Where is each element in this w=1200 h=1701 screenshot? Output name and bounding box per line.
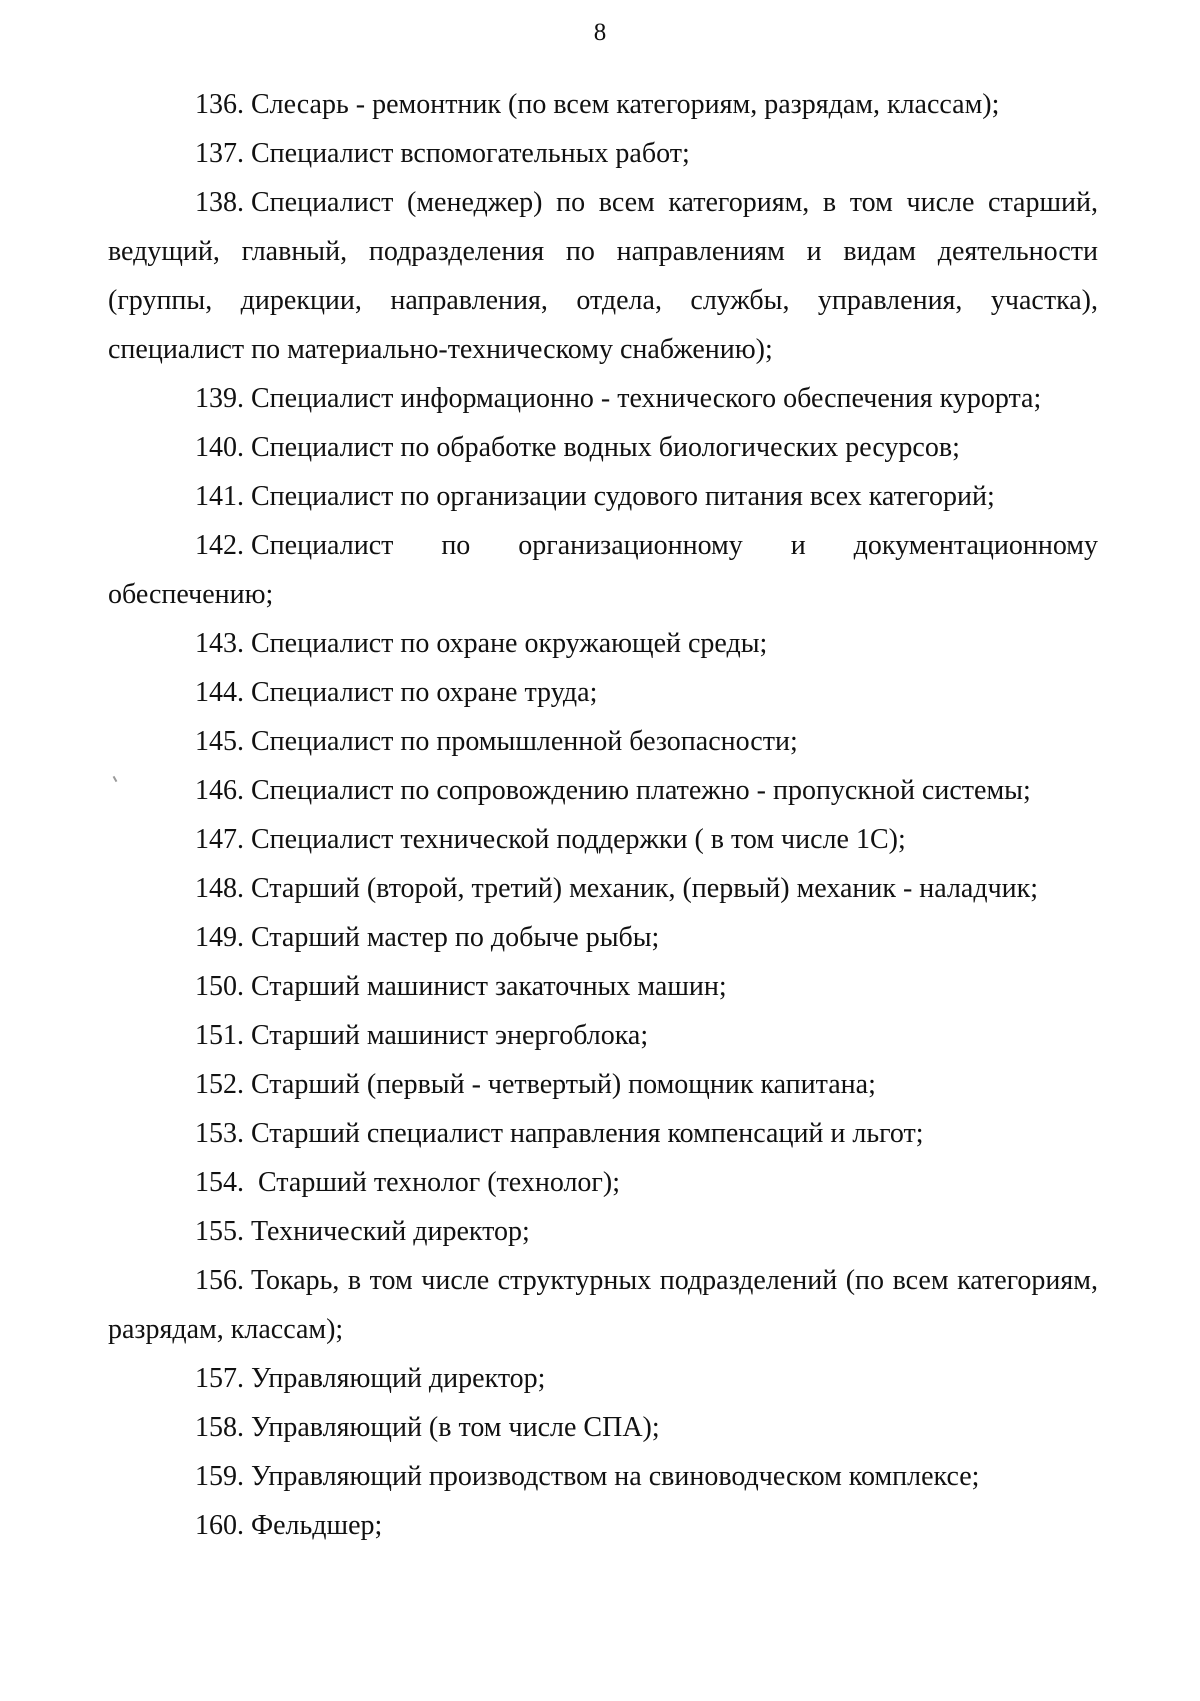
- page-number: 8: [593, 19, 607, 46]
- item-text: Старший мастер по добыче рыбы;: [251, 922, 660, 953]
- item-text: Старший технолог (технолог);: [258, 1167, 621, 1198]
- list-item: [108, 766, 1098, 815]
- item-text: Специалист по обработке водных биологических ресурсов;: [251, 432, 960, 463]
- list-item: [108, 1060, 1098, 1109]
- item-text: Старший машинист закаточных машин;: [251, 971, 727, 1002]
- item-text: Специалист по сопровождению платежно - пропускной системы;: [251, 775, 1031, 806]
- item-number: 156.: [195, 1265, 244, 1296]
- item-number: 151.: [195, 1020, 244, 1051]
- list-item: [108, 913, 1098, 962]
- item-number: 141.: [195, 481, 244, 512]
- list-item: [108, 472, 1098, 521]
- item-text: Фельдшер;: [251, 1510, 383, 1541]
- item-text: Токарь, в том числе структурных подразделений (по всем категориям, разрядам, классам);: [108, 1265, 1098, 1345]
- item-text: Специалист технической поддержки ( в том числе 1С);: [251, 824, 906, 855]
- item-number: 146.: [195, 775, 244, 806]
- list-item: [108, 1256, 1098, 1354]
- item-text: Специалист по охране окружающей среды;: [251, 628, 768, 659]
- item-text: Специалист вспомогательных работ;: [251, 138, 690, 169]
- list-item: [108, 668, 1098, 717]
- list-item: [108, 1109, 1098, 1158]
- item-text: Специалист по организации судового питания всех категорий;: [251, 481, 995, 512]
- item-number: 143.: [195, 628, 244, 659]
- profession-list: [108, 80, 1098, 1550]
- list-item: [108, 1207, 1098, 1256]
- list-item: [108, 1501, 1098, 1550]
- item-number: 142.: [195, 530, 244, 561]
- list-item: [108, 374, 1098, 423]
- item-number: 158.: [195, 1412, 244, 1443]
- item-number: 154.: [195, 1167, 244, 1198]
- list-item: [108, 1452, 1098, 1501]
- list-item: [108, 521, 1098, 619]
- item-text: Технический директор;: [251, 1216, 530, 1247]
- item-text: Специалист по промышленной безопасности;: [251, 726, 798, 757]
- item-number: 147.: [195, 824, 244, 855]
- item-text: Старший (второй, третий) механик, (первый) механик - наладчик;: [251, 873, 1039, 904]
- item-number: 150.: [195, 971, 244, 1002]
- item-number: 157.: [195, 1363, 244, 1394]
- item-number: 155.: [195, 1216, 244, 1247]
- item-number: 144.: [195, 677, 244, 708]
- item-number: 159.: [195, 1461, 244, 1492]
- item-number: 137.: [195, 138, 244, 169]
- list-item: [108, 178, 1098, 374]
- item-number: 138.: [195, 187, 244, 218]
- list-item: [108, 619, 1098, 668]
- item-text: Специалист по организационному и документационному обеспечению;: [108, 530, 1098, 610]
- list-item: [108, 80, 1098, 129]
- list-item: [108, 815, 1098, 864]
- item-text: Специалист (менеджер) по всем категориям, в том числе старший, ведущий, главный, подразделения по направлениям и видам деятельности (группы, дирекции, направления, отдела, службы, управления, участка), специалист по материально-техническому снабжению);: [108, 187, 1098, 365]
- item-number: 160.: [195, 1510, 244, 1541]
- item-number: 152.: [195, 1069, 244, 1100]
- item-text: Специалист информационно - технического обеспечения курорта;: [251, 383, 1042, 414]
- list-item: [108, 129, 1098, 178]
- item-number: 136.: [195, 89, 244, 120]
- item-text: Специалист по охране труда;: [251, 677, 598, 708]
- item-text: Управляющий директор;: [251, 1363, 546, 1394]
- list-item: [108, 864, 1098, 913]
- list-item: [108, 1011, 1098, 1060]
- item-text: Управляющий (в том числе СПА);: [251, 1412, 660, 1443]
- item-text: Старший машинист энергоблока;: [251, 1020, 649, 1051]
- list-item: [108, 423, 1098, 472]
- list-item: [108, 1403, 1098, 1452]
- list-item: [108, 717, 1098, 766]
- list-item: [108, 962, 1098, 1011]
- item-text: Управляющий производством на свиноводческом комплексе;: [251, 1461, 980, 1492]
- item-number: 153.: [195, 1118, 244, 1149]
- item-number: 140.: [195, 432, 244, 463]
- item-text: Старший специалист направления компенсаций и льгот;: [251, 1118, 924, 1149]
- item-number: 148.: [195, 873, 244, 904]
- item-number: 149.: [195, 922, 244, 953]
- list-item: [108, 1158, 1098, 1207]
- item-text: Старший (первый - четвертый) помощник капитана;: [251, 1069, 876, 1100]
- item-number: 145.: [195, 726, 244, 757]
- item-text: Слесарь - ремонтник (по всем категориям, разрядам, классам);: [251, 89, 1000, 120]
- list-item: [108, 1354, 1098, 1403]
- item-number: 139.: [195, 383, 244, 414]
